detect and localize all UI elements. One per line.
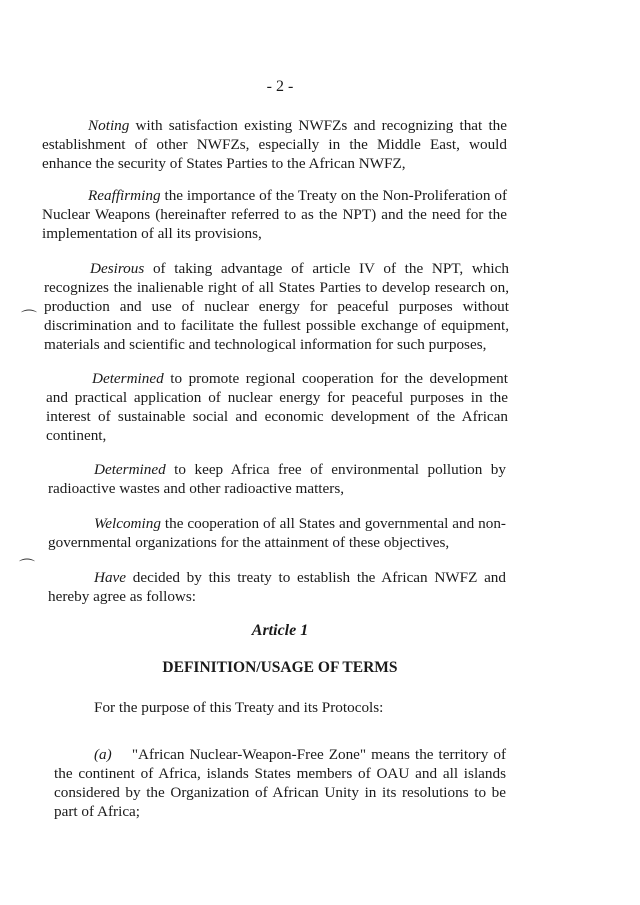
- margin-mark: ⌒: [19, 559, 36, 576]
- preamble-text: the importance of the Treaty on the Non-Proliferation of Nuclear Weapons (hereinafter referred to as the NPT) and the need for the implementation of all its provisions,: [42, 187, 507, 242]
- preamble-have: [48, 568, 506, 606]
- preamble-lead: Have: [94, 569, 127, 586]
- preamble-lead: Welcoming: [94, 515, 161, 532]
- article-intro: For the purpose of this Treaty and its Protocols:: [94, 699, 384, 716]
- preamble-lead: Determined: [92, 370, 164, 387]
- preamble-lead: Desirous: [90, 260, 145, 277]
- preamble-text: decided by this treaty to establish the African NWFZ and hereby agree as follows:: [48, 569, 506, 605]
- preamble-text: to keep Africa free of environmental pollution by radioactive wastes and other radioactive matters,: [48, 461, 506, 497]
- margin-mark: ⌒: [21, 310, 38, 327]
- preamble-desirous: [44, 259, 509, 354]
- preamble-lead: Reaffirming: [88, 187, 161, 204]
- definition-item: [54, 745, 506, 821]
- preamble-text: with satisfaction existing NWFZs and recognizing that the establishment of other NWFZs, especially in the Middle East, would enhance the security of States Parties to the African NWFZ,: [42, 117, 507, 172]
- preamble-lead: Determined: [94, 461, 166, 478]
- preamble-noting: [42, 116, 507, 173]
- preamble-text: of taking advantage of article IV of the NPT, which recognizes the inalienable right of all States Parties to develop research on, production and use of nuclear energy for peaceful purposes without discrimination and to facilitate the fullest possible exchange of equipment, materials and scientific and technological information for such purposes,: [44, 260, 509, 353]
- preamble-text: to promote regional cooperation for the development and practical application of nuclear energy for peaceful purposes in the interest of sustainable social and economic development of the African continent,: [46, 370, 508, 444]
- page-number: - 2 -: [266, 78, 294, 95]
- preamble-reaffirming: [42, 186, 507, 243]
- item-label: (a): [94, 746, 112, 763]
- article-title: Article 1: [251, 622, 309, 639]
- preamble-determined-1: [46, 369, 508, 445]
- preamble-lead: Noting: [88, 117, 130, 134]
- article-heading: DEFINITION/USAGE OF TERMS: [162, 659, 398, 676]
- preamble-text: the cooperation of all States and governmental and non-governmental organizations for the attainment of these objectives,: [48, 515, 506, 551]
- item-text: "African Nuclear-Weapon-Free Zone" means the territory of the continent of Africa, islands States members of OAU and all islands considered by the Organization of African Unity in its resolutions to be part of Africa;: [54, 746, 506, 820]
- preamble-determined-2: [48, 460, 506, 498]
- preamble-welcoming: [48, 514, 506, 552]
